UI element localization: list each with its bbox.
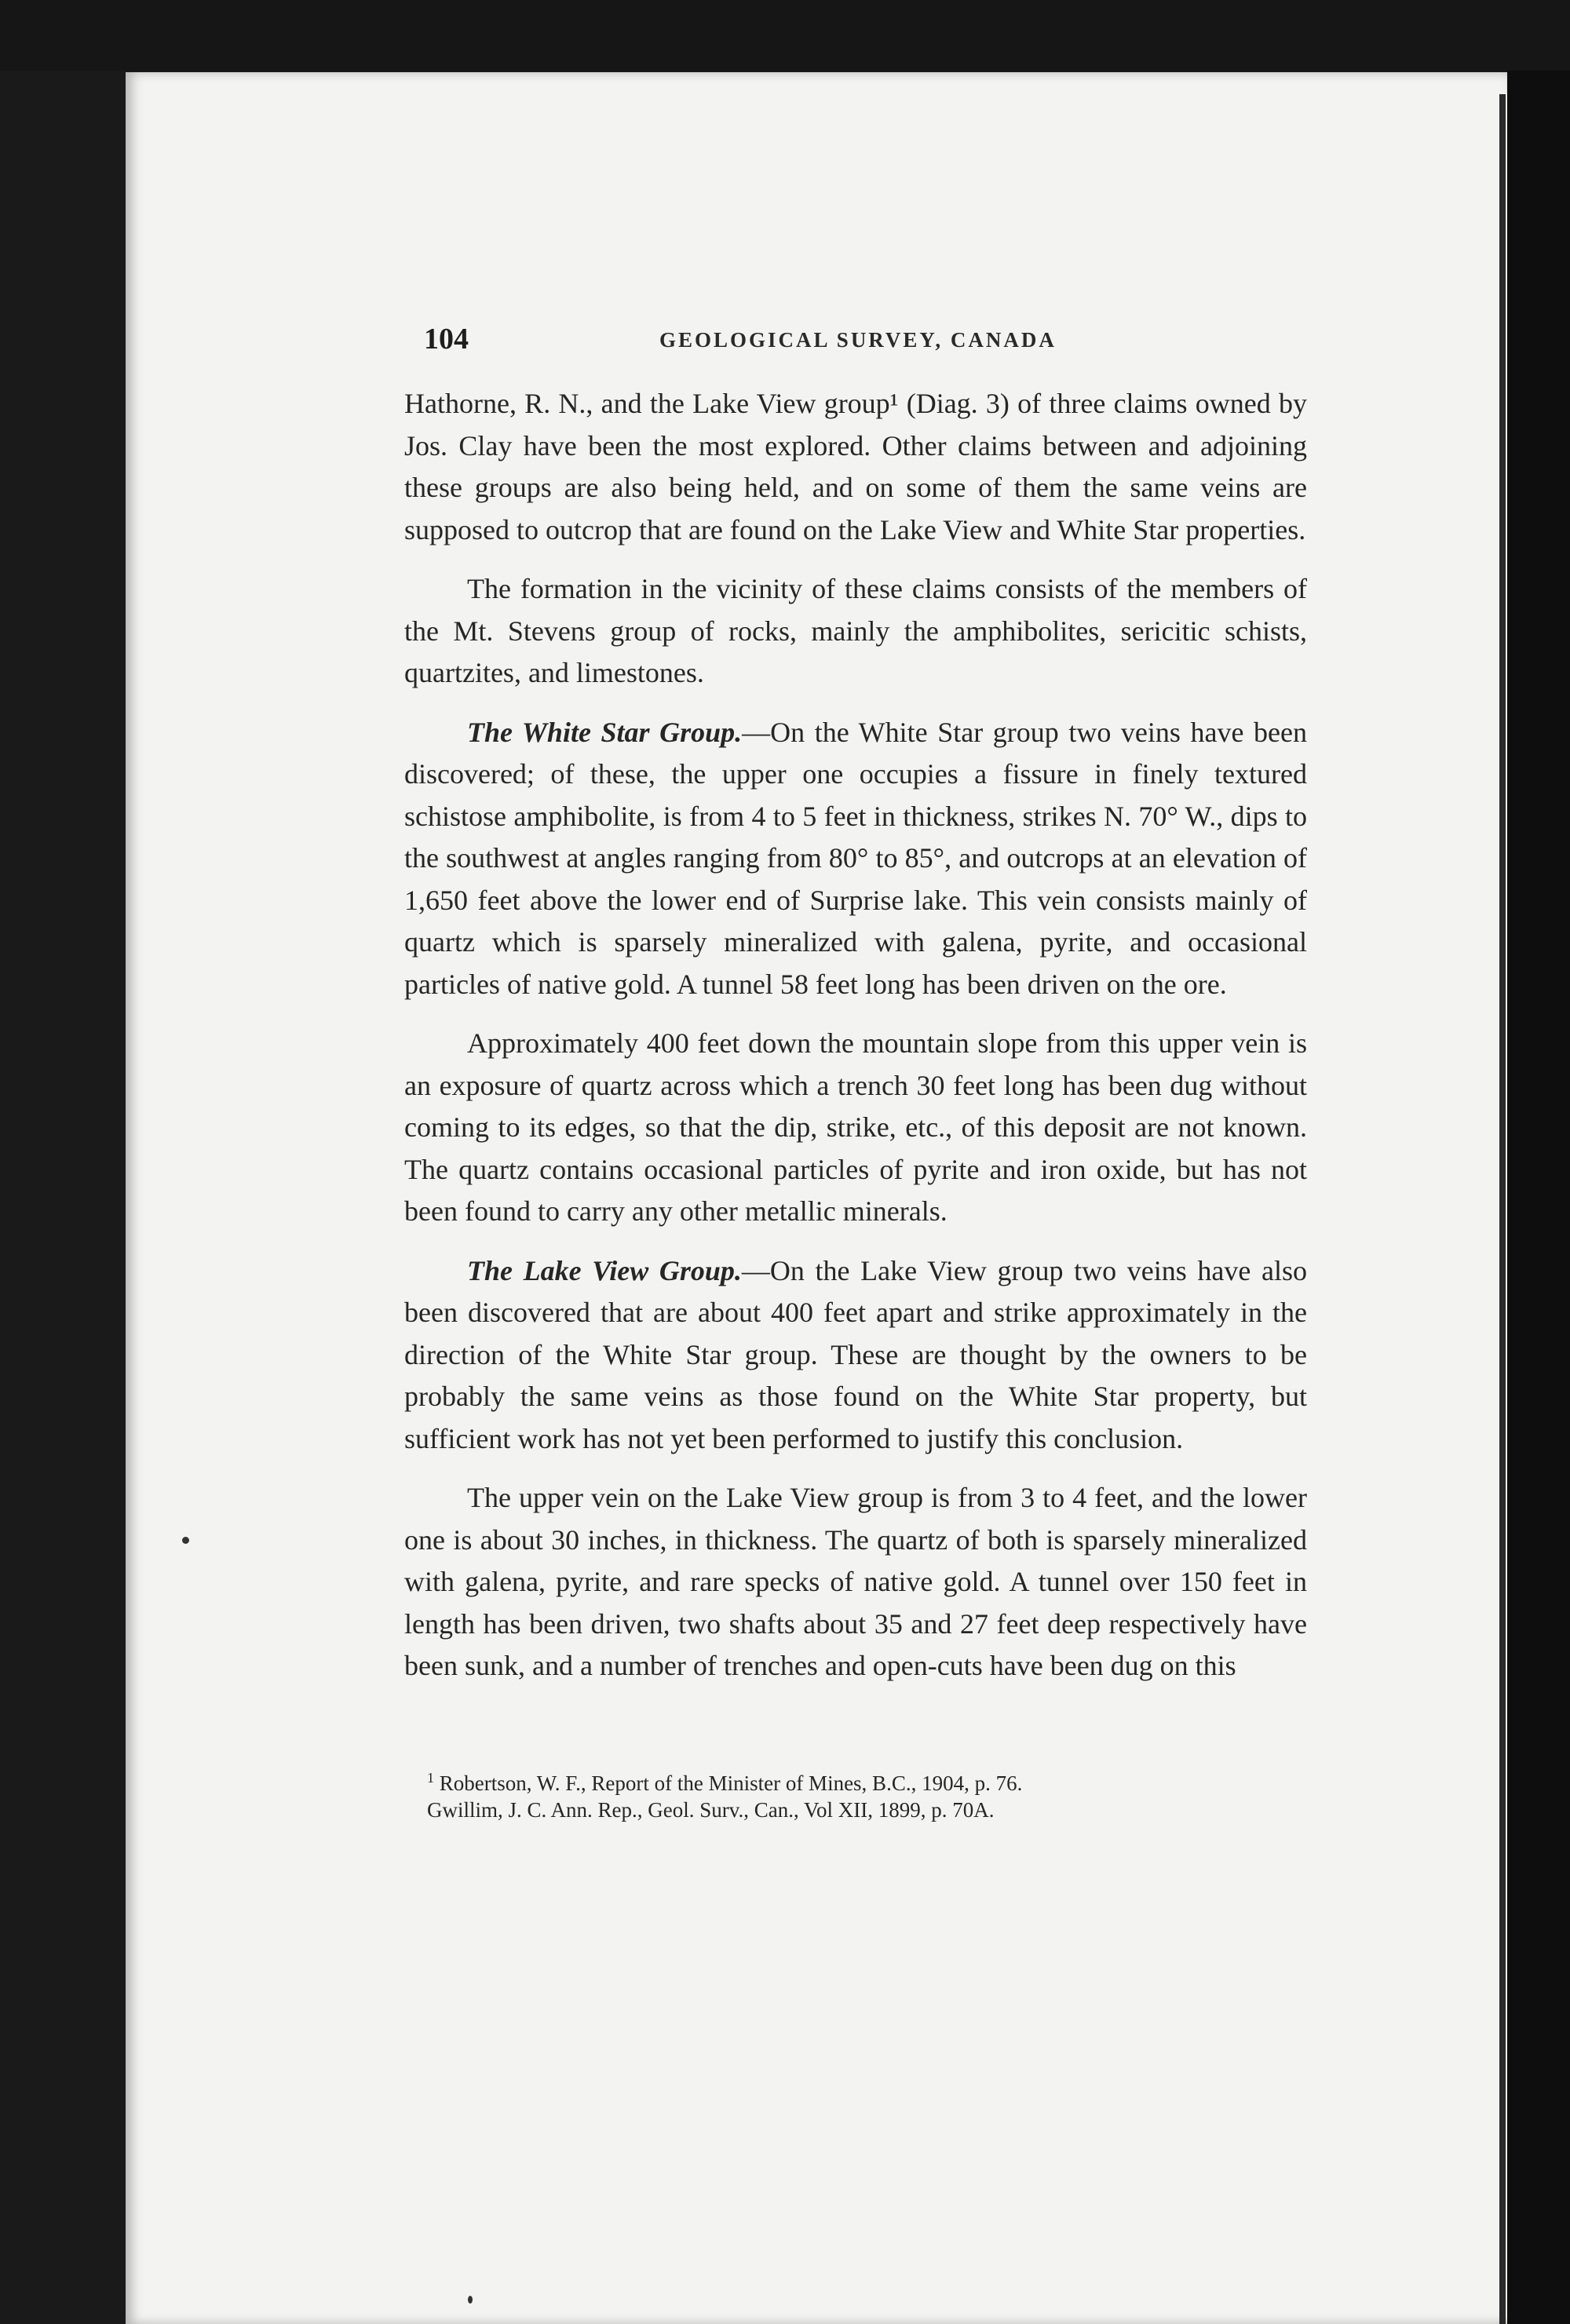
body-text — [404, 383, 1307, 1705]
scan-speck — [182, 1537, 189, 1544]
footnote — [416, 1797, 1319, 1823]
paragraph: Approximately 400 feet down the mountain slope from this upper vein is an exposure of quartz across which a trench 30 feet long has been dug without coming to its edges, so that the dip, strike, etc., of this deposit are not known. The quartz contains occasional particles of pyrite and iron oxide, but has not been found to carry any other metallic minerals. — [404, 1027, 1307, 1227]
section-heading-white-star: The White Star Group. — [467, 716, 743, 748]
page-number: 104 — [424, 323, 469, 356]
paragraph-lake-view — [404, 1250, 1307, 1461]
footnote-text: Gwillim, J. C. Ann. Rep., Geol. Surv., Can., Vol XII, 1899, p. 70A. — [427, 1798, 995, 1822]
footnote-mark: 1 — [427, 1770, 434, 1786]
footnotes — [416, 1764, 1319, 1823]
paragraph: Hathorne, R. N., and the Lake View group¹ (Diag. 3) of three claims owned by Jos. Clay have been the most explored. Other claims between and adjoining these groups are also being held, and on some of them the same veins are supposed to outcrop that are found on the Lake View and White Star properties. — [404, 388, 1307, 545]
scan-right-border — [1507, 71, 1570, 2324]
paragraph: The upper vein on the Lake View group is from 3 to 4 feet, and the lower one is about 30 inches, in thickness. The quartz of both is sparsely mineralized with galena, pyrite, and rare specks of native gold. A tunnel over 150 feet in length has been driven, two shafts about 35 and 27 feet deep respectively have been sunk, and a number of trenches and open-cuts have been dug on this — [404, 1482, 1307, 1681]
paragraph: The formation in the vicinity of these claims consists of the members of the Mt. Stevens group of rocks, mainly the amphibolites, sericitic schists, quartzites, and limestones. — [404, 573, 1307, 688]
footnote — [416, 1764, 1319, 1797]
scan-top-border — [0, 0, 1570, 71]
section-heading-lake-view: The Lake View Group. — [467, 1254, 742, 1286]
paragraph-white-star — [404, 712, 1307, 1006]
next-page-edge — [1499, 94, 1506, 2324]
paragraph-text: —On the White Star group two veins have been discovered; of these, the upper one occupies a fissure in finely textured schistose amphibolite, is from 4 to 5 feet in thickness, strikes N. 70° W., dips to the southwest at angles ranging from 80° to 85°, and outcrops at an elevation of 1,650 feet above the lower end of Surprise lake. This vein consists mainly of quartz which is sparsely mineralized with galena, pyrite, and occasional particles of native gold. A tunnel 58 feet long has been driven on the ore. — [404, 716, 1308, 1000]
footnote-text: Robertson, W. F., Report of the Minister of Mines, B.C., 1904, p. 76. — [439, 1771, 1023, 1795]
paragraph-text: —On the Lake View group two veins have also been discovered that are about 400 feet apart and strike approximately in the direction of the White Star group. These are thought by the owners to be probably the same veins as those found on the White Star property, but sufficient work has not yet been performed to justify this conclusion. — [404, 1254, 1308, 1454]
scan-speck — [468, 2296, 473, 2304]
running-title: GEOLOGICAL SURVEY, CANADA — [659, 328, 1057, 352]
